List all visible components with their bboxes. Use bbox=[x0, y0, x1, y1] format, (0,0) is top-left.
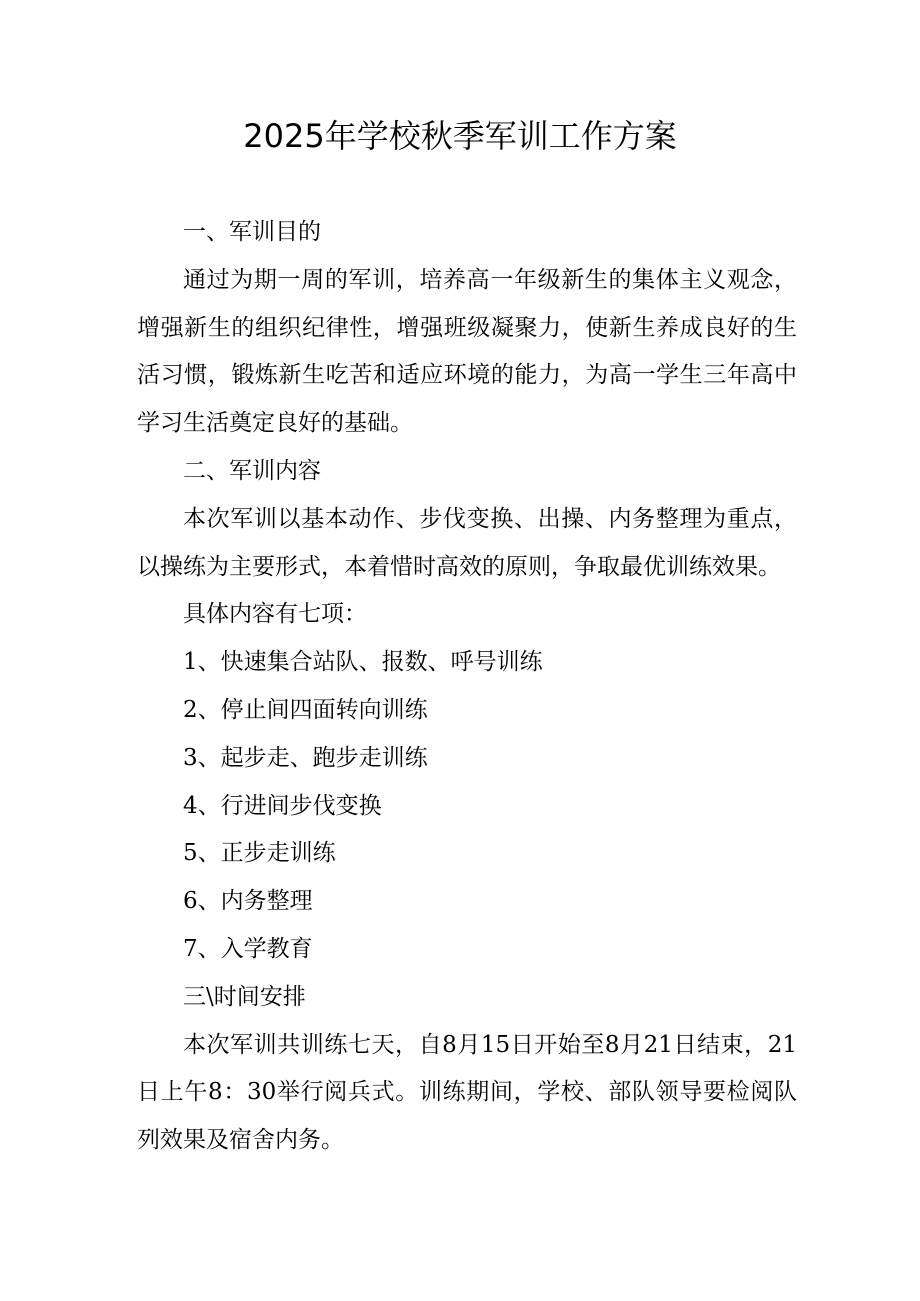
list-item: 4、行进间步伐变换 bbox=[183, 792, 382, 819]
list-item: 6、内务整理 bbox=[183, 888, 313, 915]
paragraph-content: 本次军训以基本动作、步伐变换、出操、内务整理为重点，以操练为主要形式，本着惜时高效的原则，争取最优训练效果。 bbox=[137, 505, 797, 580]
document-title: 2025年学校秋季军训工作方案 bbox=[243, 117, 677, 155]
list-item: 7、入学教育 bbox=[183, 935, 313, 962]
document-body bbox=[137, 209, 797, 1165]
section-heading-purpose: 一、军训目的 bbox=[183, 219, 321, 245]
section-heading-content: 二、军训内容 bbox=[183, 457, 321, 484]
list-item: 5、正步走训练 bbox=[183, 840, 336, 867]
list-item: 2、停止间四面转向训练 bbox=[183, 696, 428, 723]
paragraph-purpose: 通过为期一周的军训，培养高一年级新生的集体主义观念，增强新生的组织纪律性，增强班级凝聚力，使新生养成良好的生活习惯，锻炼新生吃苦和适应环境的能力，为高一学生三年高中学习生活奠定良好的基础。 bbox=[137, 266, 797, 437]
list-item: 3、起步走、跑步走训练 bbox=[183, 744, 428, 771]
list-intro: 具体内容有七项： bbox=[183, 601, 367, 628]
list-item: 1、快速集合站队、报数、呼号训练 bbox=[183, 649, 543, 676]
section-heading-schedule: 三\时间安排 bbox=[183, 983, 306, 1010]
paragraph-schedule: 本次军训共训练七天，自8月15日开始至8月21日结束，21日上午8：30举行阅兵式。训练期间，学校、部队领导要检阅队列效果及宿舍内务。 bbox=[137, 1031, 797, 1154]
